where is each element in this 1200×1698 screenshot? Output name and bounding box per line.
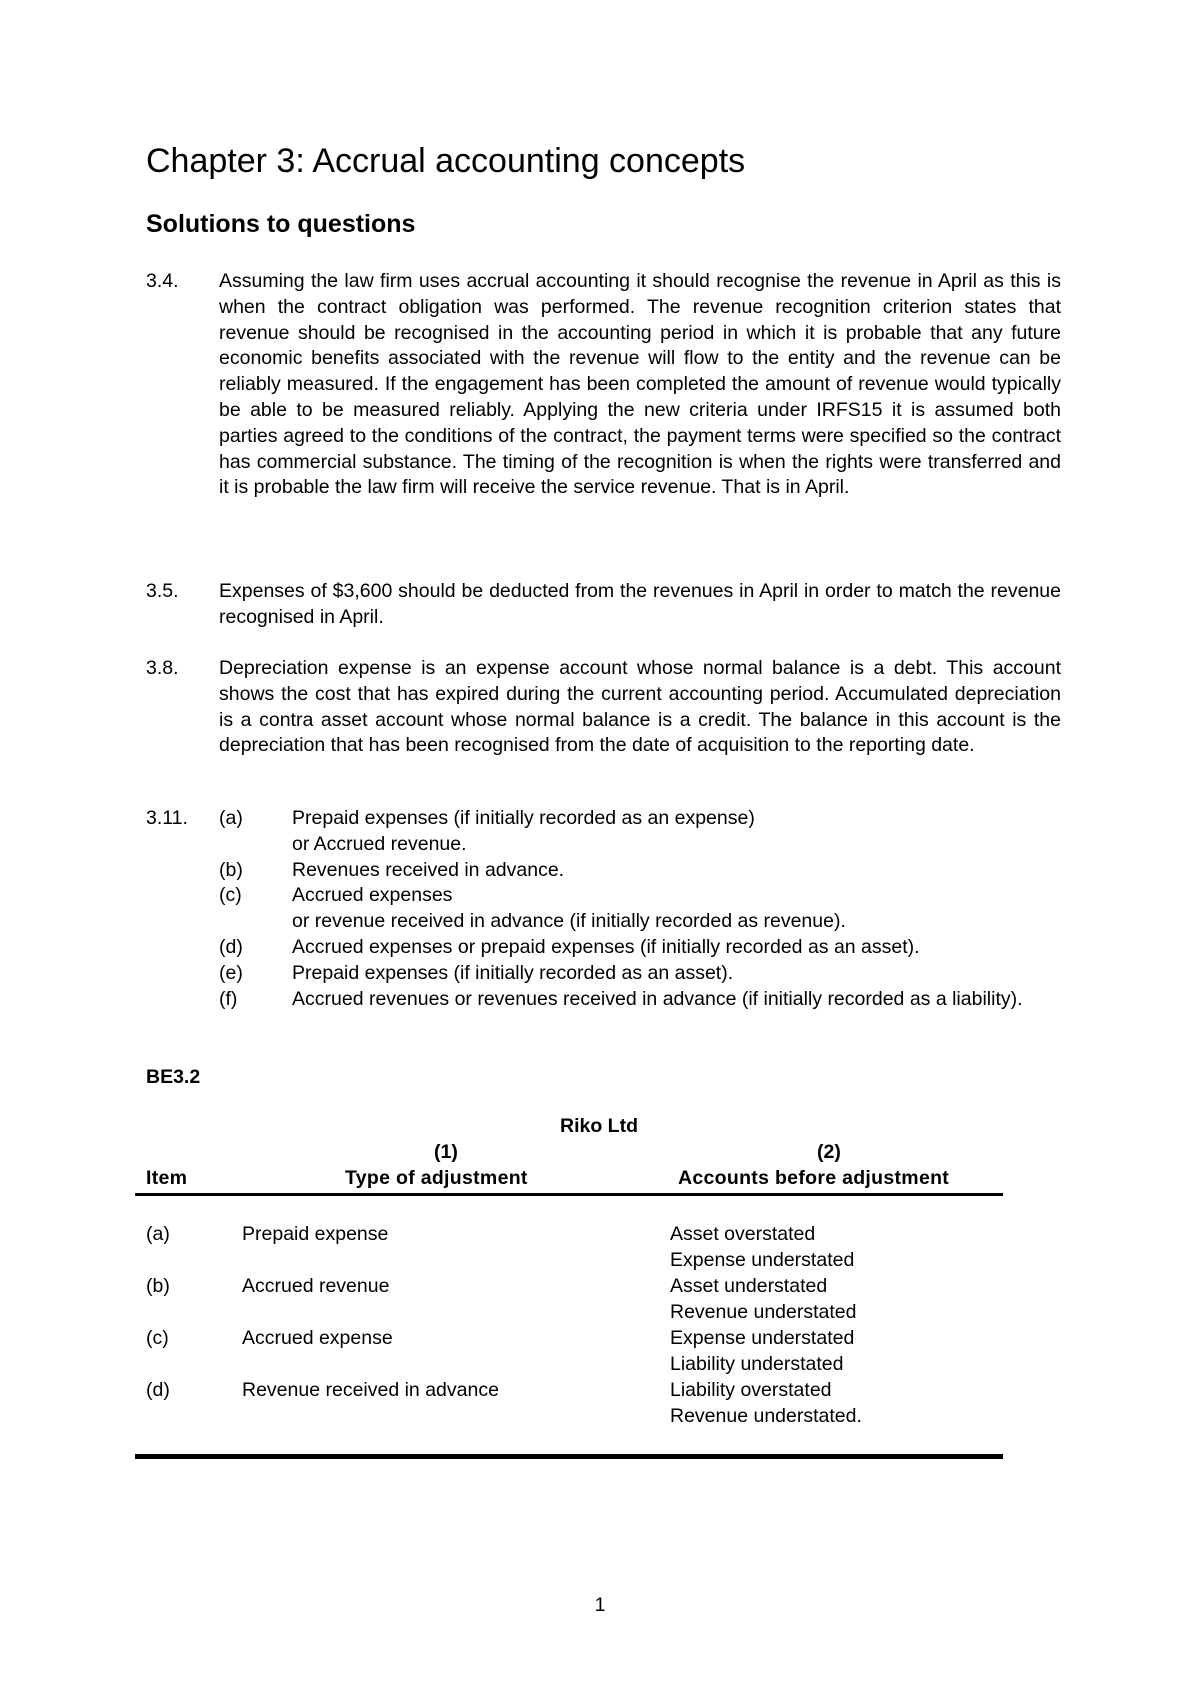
question-number: 3.5. — [146, 580, 179, 602]
cell-type: Accrued expense — [242, 1327, 393, 1349]
list-item-line: or revenue received in advance (if initially recorded as revenue). — [292, 910, 846, 933]
account-effect: Revenue understated — [670, 1300, 857, 1323]
header-item: Item — [146, 1167, 188, 1189]
list-item — [219, 858, 1061, 884]
list-item — [219, 883, 1061, 935]
list-item-label: (f) — [219, 987, 238, 1010]
list-item-line: Prepaid expenses (if initially recorded as an asset). — [292, 961, 734, 984]
question-3-5 — [146, 579, 1061, 631]
question-number: 3.11. — [146, 807, 188, 829]
question-answer-text: Expenses of $3,600 should be deducted from the revenues in April in order to match the revenue recognised in April. — [219, 580, 1061, 628]
header-accounts-before-adjustment: Accounts before adjustment — [678, 1167, 950, 1189]
chapter-title: Chapter 3: Accrual accounting concepts — [146, 142, 746, 180]
header-type-of-adjustment: Type of adjustment — [345, 1167, 528, 1189]
account-effect: Expense understated — [670, 1327, 855, 1349]
list-item — [219, 935, 1061, 961]
question-3-4 — [146, 269, 1061, 501]
list-item — [219, 806, 1061, 858]
account-effect: Asset understated — [670, 1275, 828, 1297]
table-bottom-rule — [135, 1454, 1003, 1459]
list-item — [219, 961, 1061, 987]
question-3-11-list — [219, 806, 1061, 1012]
cell-accounts — [670, 1378, 862, 1430]
section-title: Solutions to questions — [146, 210, 416, 238]
list-item-line: Revenues received in advance. — [292, 858, 565, 881]
cell-item: (c) — [146, 1327, 169, 1349]
question-3-8 — [146, 656, 1061, 759]
cell-accounts — [670, 1326, 854, 1378]
list-item — [219, 987, 1061, 1013]
cell-type: Prepaid expense — [242, 1223, 389, 1245]
list-item-label: (c) — [219, 884, 242, 907]
question-answer-text: Depreciation expense is an expense account whose normal balance is a debt. This account shows the cost that has expired during the current accounting period. Accumulated depreciation is a contra asset account whose normal balance is a credit. The balance in this account is the depreciation that has been recognised from the date of acquisition to the reporting date. — [219, 657, 1061, 757]
question-answer-text: Assuming the law firm uses accrual accounting it should recognise the revenue in April as this is when the contract obligation was performed. The revenue recognition criterion states that revenue should be recognised in the accounting period in which it is probable that any future economic benefits associated with the revenue will flow to the entity and the revenue can be reliably measured. If the engagement has been completed the amount of revenue would typically be able to be measured reliably. Applying the new criteria under IRFS15 it is assumed both parties agreed to the conditions of the contract, the payment terms were specified so the contract has commercial substance. The timing of the recognition is when the rights were transferred and it is probable the law firm will receive the service revenue. That is in April. — [219, 270, 1061, 499]
account-effect: Revenue understated. — [670, 1404, 862, 1427]
account-effect: Expense understated — [670, 1248, 855, 1271]
list-item-label: (d) — [219, 935, 243, 958]
cell-type: Accrued revenue — [242, 1275, 390, 1297]
exercise-label: BE3.2 — [146, 1066, 201, 1088]
cell-accounts — [670, 1222, 854, 1274]
cell-item: (d) — [146, 1379, 170, 1401]
list-item-label: (b) — [219, 858, 243, 881]
cell-type: Revenue received in advance — [242, 1379, 499, 1401]
account-effect: Liability understated — [670, 1352, 844, 1375]
account-effect: Liability overstated — [670, 1379, 832, 1401]
list-item-label: (a) — [219, 807, 243, 829]
question-number: 3.8. — [146, 657, 179, 679]
list-item-line: Accrued expenses or prepaid expenses (if initially recorded as an asset). — [292, 935, 920, 958]
company-name: Riko Ltd — [560, 1115, 638, 1137]
cell-item: (a) — [146, 1223, 170, 1245]
cell-item: (b) — [146, 1275, 170, 1297]
column-number-2: (2) — [817, 1141, 841, 1163]
list-item-line: or Accrued revenue. — [292, 832, 467, 855]
account-effect: Asset overstated — [670, 1223, 816, 1245]
page-number: 1 — [594, 1594, 606, 1616]
list-item-line: Prepaid expenses (if initially recorded as an expense) — [292, 807, 755, 829]
table-top-rule — [135, 1193, 1003, 1196]
list-item-label: (e) — [219, 961, 243, 984]
question-number: 3.4. — [146, 270, 179, 292]
cell-accounts — [670, 1274, 856, 1326]
list-item-line: Accrued revenues or revenues received in advance (if initially recorded as a liability). — [292, 987, 1023, 1010]
column-number-1: (1) — [434, 1141, 458, 1163]
list-item-line: Accrued expenses — [292, 884, 453, 907]
